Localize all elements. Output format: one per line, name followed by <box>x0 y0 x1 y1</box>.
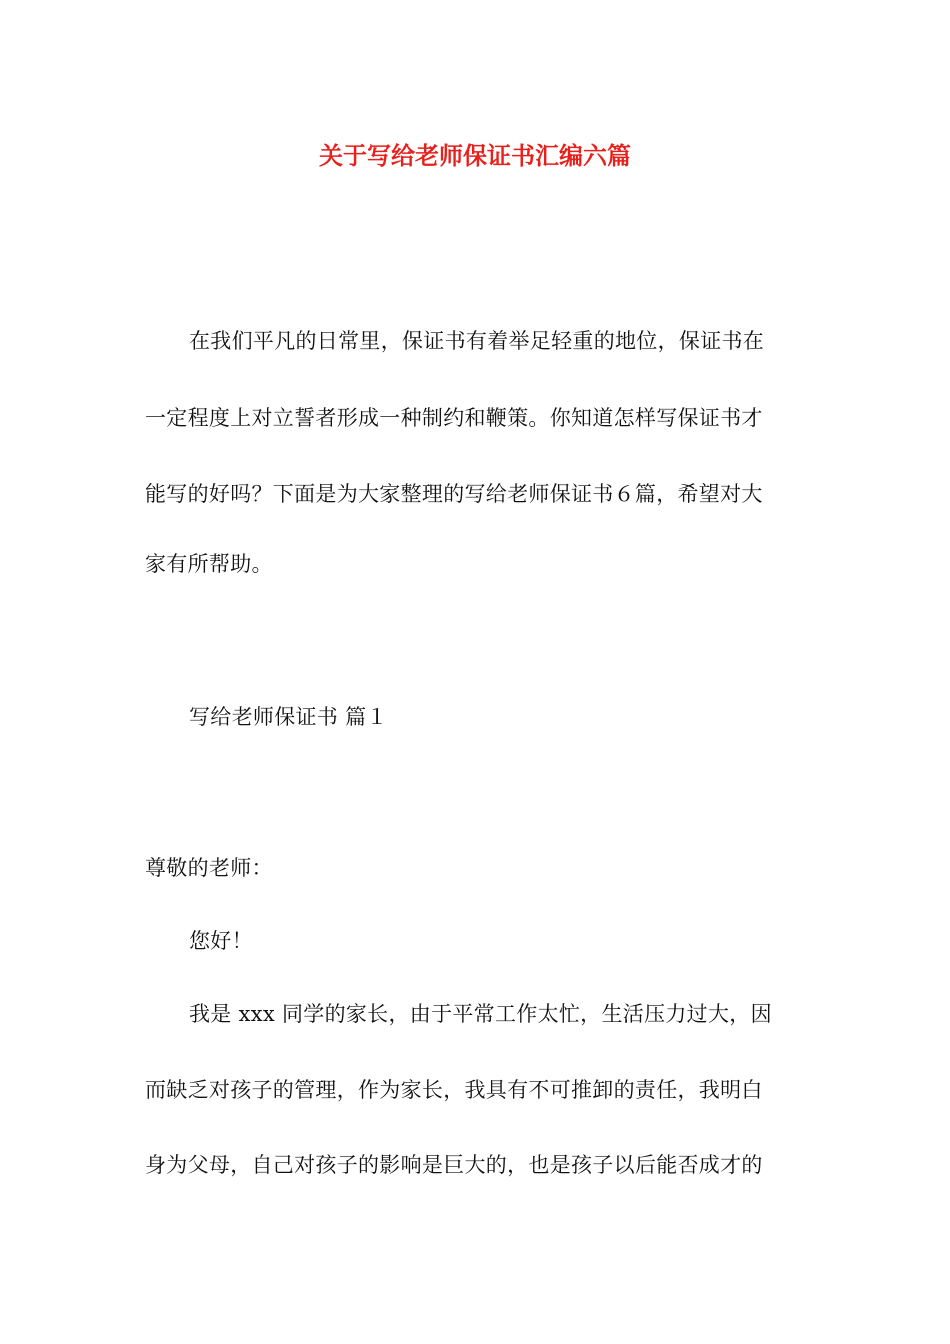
intro-line-2: 一定程度上对立誓者形成一种制约和鞭策。你知道怎样写保证书才 <box>145 406 763 430</box>
intro-line-1: 在我们平凡的日常里，保证书有着举足轻重的地位，保证书在 <box>189 329 765 353</box>
body-line-3: 身为父母，自己对孩子的影响是巨大的，也是孩子以后能否成才的 <box>145 1153 763 1177</box>
salutation: 尊敬的老师： <box>145 856 273 880</box>
body-line-2: 而缺乏对孩子的管理，作为家长，我具有不可推卸的责任，我明白 <box>145 1078 763 1102</box>
intro-line-3: 能写的好吗？下面是为大家整理的写给老师保证书６篇，希望对大 <box>145 482 763 506</box>
intro-line-4: 家有所帮助。 <box>145 552 273 576</box>
body-line-1: 我是 xxx 同学的家长，由于平常工作太忙，生活压力过大，因 <box>189 1002 772 1026</box>
document-title: 关于写给老师保证书汇编六篇 <box>319 142 631 170</box>
greeting: 您好！ <box>189 929 253 953</box>
section-heading: 写给老师保证书 篇１ <box>189 705 388 729</box>
